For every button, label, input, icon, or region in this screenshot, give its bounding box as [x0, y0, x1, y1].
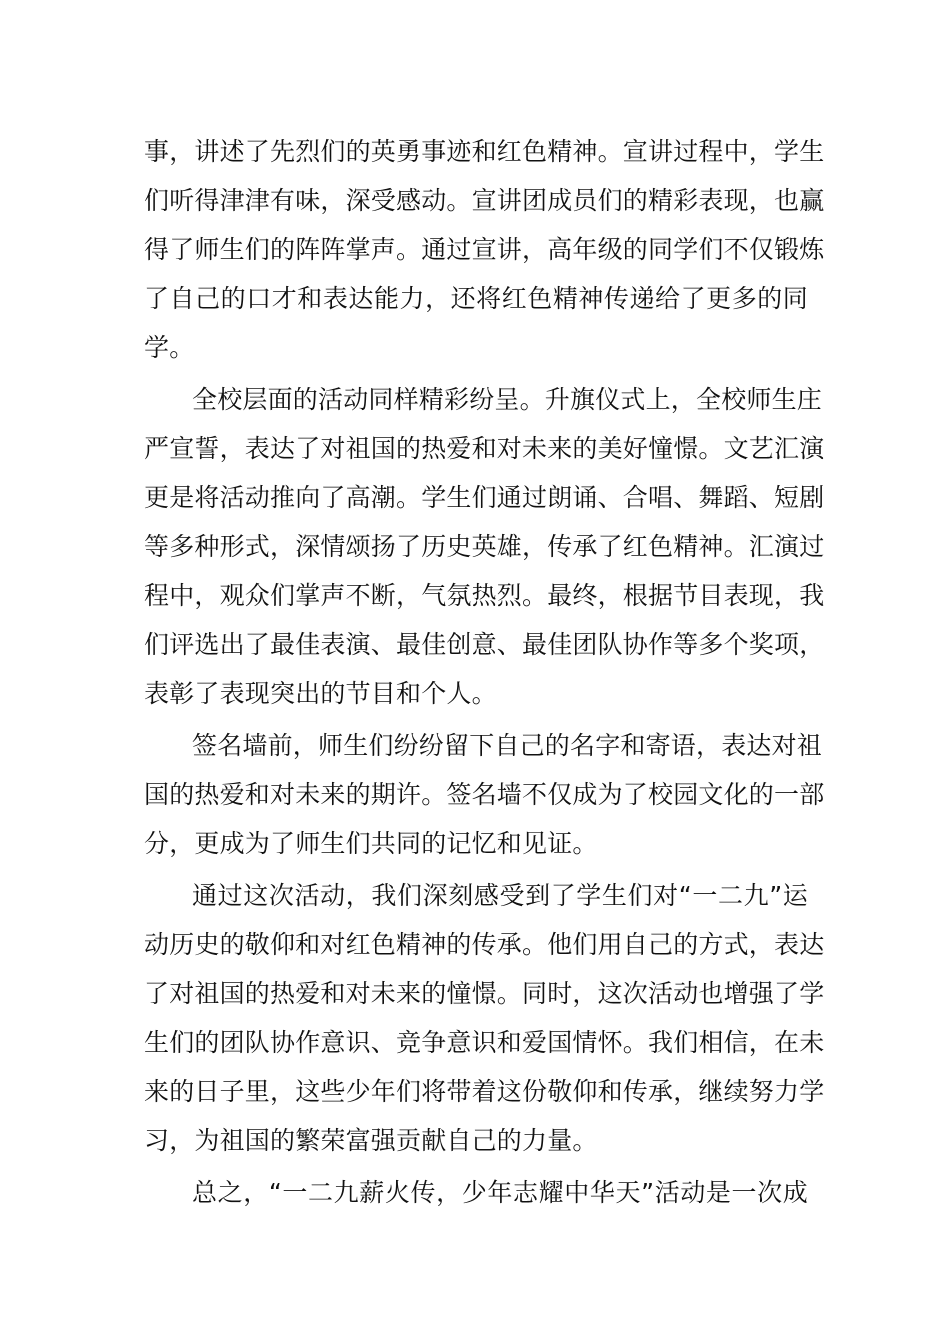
paragraph-first-line: 通过这次活动，我们深刻感受到了学生们对“一二九”运	[192, 881, 808, 910]
text-line: 们听得津津有味，深受感动。宣讲团成员们的精彩表现，也赢	[144, 186, 825, 215]
paragraph-first-line: 全校层面的活动同样精彩纷呈。升旗仪式上，全校师生庄	[192, 385, 823, 414]
text-line: 学。	[144, 333, 195, 362]
text-line: 事，讲述了先烈们的英勇事迹和红色精神。宣讲过程中，学生	[144, 137, 825, 166]
text-line: 动历史的敬仰和对红色精神的传承。他们用自己的方式，表达	[144, 930, 825, 959]
text-line: 们评选出了最佳表演、最佳创意、最佳团队协作等多个奖项，	[144, 630, 825, 659]
text-line: 分，更成为了师生们共同的记忆和见证。	[144, 829, 598, 858]
text-line: 国的热爱和对未来的期许。签名墙不仅成为了校园文化的一部	[144, 780, 825, 809]
text-line: 表彰了表现突出的节目和个人。	[144, 679, 497, 708]
text-line: 严宣誓，表达了对祖国的热爱和对未来的美好憧憬。文艺汇演	[144, 434, 825, 463]
text-line: 习，为祖国的繁荣富强贡献自己的力量。	[144, 1126, 598, 1155]
text-line: 生们的团队协作意识、竞争意识和爱国情怀。我们相信，在未	[144, 1028, 825, 1057]
text-line: 了对祖国的热爱和对未来的憧憬。同时，这次活动也增强了学	[144, 979, 825, 1008]
text-line: 了自己的口才和表达能力，还将红色精神传递给了更多的同	[144, 284, 808, 313]
text-line: 程中，观众们掌声不断，气氛热烈。最终，根据节目表现，我	[144, 581, 825, 610]
text-line: 来的日子里，这些少年们将带着这份敬仰和传承，继续努力学	[144, 1077, 825, 1106]
text-line: 等多种形式，深情颂扬了历史英雄，传承了红色精神。汇演过	[144, 532, 825, 561]
text-line: 得了师生们的阵阵掌声。通过宣讲，高年级的同学们不仅锻炼	[144, 235, 825, 264]
paragraph-first-line: 总之，“一二九薪火传，少年志耀中华天”活动是一次成	[192, 1178, 808, 1207]
text-line: 更是将活动推向了高潮。学生们通过朗诵、合唱、舞蹈、短剧	[144, 483, 825, 512]
paragraph-first-line: 签名墙前，师生们纷纷留下自己的名字和寄语，表达对祖	[192, 731, 823, 760]
